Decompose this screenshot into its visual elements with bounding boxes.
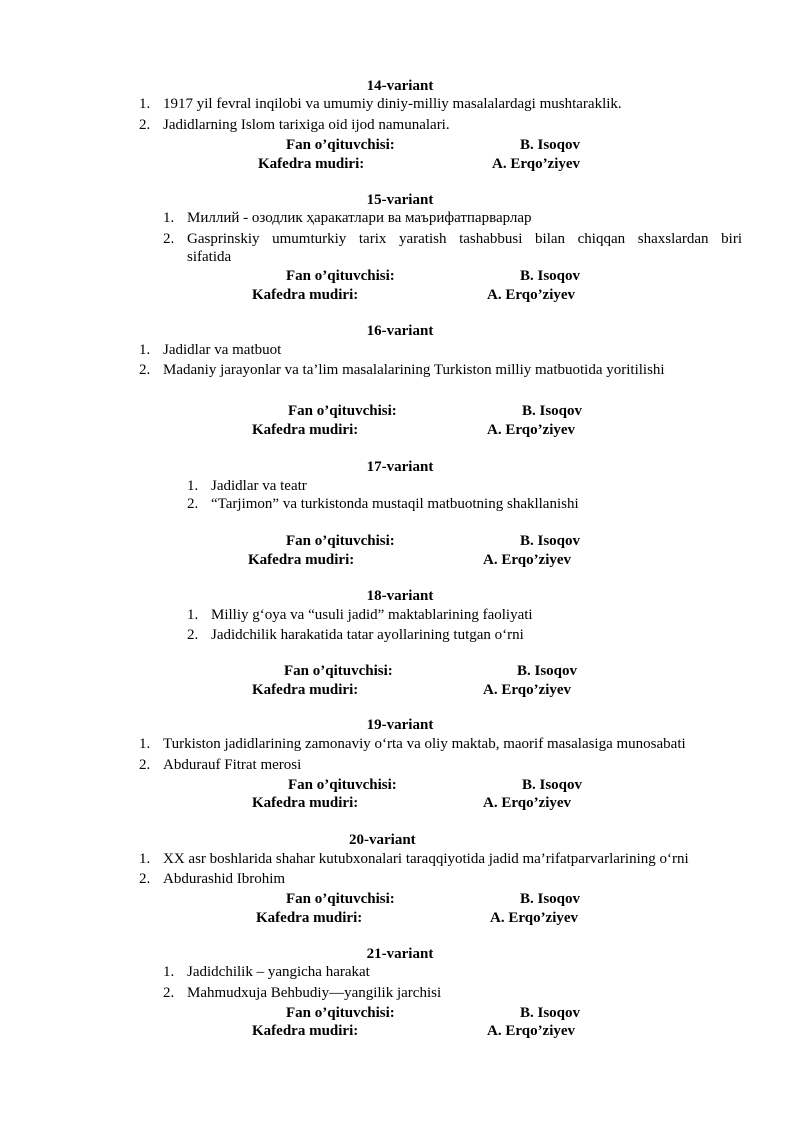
variant-21-teacher-name: B. Isoqov <box>520 1005 581 1021</box>
variant-14-teacher-name: B. Isoqov <box>520 137 581 153</box>
variant-20-item-1-number: 1. <box>139 851 151 867</box>
variant-19-teacher-label: Fan o’qituvchisi: <box>288 777 397 793</box>
variant-18-head-label: Kafedra mudiri: <box>252 682 359 698</box>
variant-18-title: 18-variant <box>366 588 434 604</box>
variant-17-teacher-name: B. Isoqov <box>520 533 581 549</box>
variant-15-item-2-number: 2. <box>163 231 175 247</box>
variant-21-head-label: Kafedra mudiri: <box>252 1023 359 1039</box>
variant-14-item-1-number: 1. <box>139 96 151 112</box>
variant-20-head-name: A. Erqo’ziyev <box>490 910 579 926</box>
variant-14-title: 14-variant <box>366 78 434 94</box>
variant-19-item-1-number: 1. <box>139 736 151 752</box>
variant-16-title: 16-variant <box>366 323 434 339</box>
variant-17-head-name: A. Erqo’ziyev <box>483 552 572 568</box>
variant-16-item-1-number: 1. <box>139 342 151 358</box>
variant-19-teacher-name: B. Isoqov <box>522 777 583 793</box>
variant-20-title: 20-variant <box>349 832 416 848</box>
variant-20-item-2-text: Abdurashid Ibrohim <box>163 871 286 887</box>
variant-15-item-2-text: Gasprinskiy umumturkiy tarix yaratish tashabbusi bilan chiqqan shaxslardan biri <box>187 231 742 247</box>
variant-16-item-2-text: Madaniy jarayonlar va ta’lim masalalarining Turkiston milliy matbuotida yoritilishi <box>163 362 665 378</box>
variant-18-item-1-number: 1. <box>187 607 199 623</box>
variant-14-head-label: Kafedra mudiri: <box>258 156 365 172</box>
variant-20-item-2-number: 2. <box>139 871 151 887</box>
variant-15-item-1-text: Миллий - озодлик ҳаракатлари ва маърифатпарварлар <box>187 210 532 226</box>
variant-16-item-1-text: Jadidlar va matbuot <box>163 342 282 358</box>
variant-15-title: 15-variant <box>366 192 434 208</box>
variant-14-item-2-number: 2. <box>139 117 151 133</box>
variant-15-head-label: Kafedra mudiri: <box>252 287 359 303</box>
variant-16-head-label: Kafedra mudiri: <box>252 422 359 438</box>
variant-19-item-1-text: Turkiston jadidlarining zamonaviy o‘rta va oliy maktab, maorif masalasiga munosabati <box>163 736 686 752</box>
variant-15-item-1-number: 1. <box>163 210 175 226</box>
variant-15-teacher-name: B. Isoqov <box>520 268 581 284</box>
variant-21-title: 21-variant <box>366 946 434 962</box>
variant-20-item-1-text: XX asr boshlarida shahar kutubxonalari taraqqiyotida jadid ma’rifatparvarlarining o‘rni <box>163 851 689 867</box>
variant-14-item-2-text: Jadidlarning Islom tarixiga oid ijod namunalari. <box>163 117 450 133</box>
variant-17-title: 17-variant <box>366 459 434 475</box>
variant-19-title: 19-variant <box>366 717 434 733</box>
variant-17-head-label: Kafedra mudiri: <box>248 552 355 568</box>
variant-19-item-2-number: 2. <box>139 757 151 773</box>
variant-17-item-1-number: 1. <box>187 478 199 494</box>
variant-14-teacher-label: Fan o’qituvchisi: <box>286 137 395 153</box>
variant-16-teacher-label: Fan o’qituvchisi: <box>288 403 397 419</box>
variant-17-item-1-text: Jadidlar va teatr <box>211 478 307 494</box>
variant-16-item-2-number: 2. <box>139 362 151 378</box>
variant-15-head-name: A. Erqo’ziyev <box>487 287 576 303</box>
variant-18-head-name: A. Erqo’ziyev <box>483 682 572 698</box>
variant-21-item-1-text: Jadidchilik – yangicha harakat <box>187 964 370 980</box>
variant-16-teacher-name: B. Isoqov <box>522 403 583 419</box>
variant-14-head-name: A. Erqo’ziyev <box>492 156 581 172</box>
variant-15-item-2-continuation: sifatida <box>187 249 232 265</box>
variant-18-teacher-label: Fan o’qituvchisi: <box>284 663 393 679</box>
variant-21-item-1-number: 1. <box>163 964 175 980</box>
variant-21-teacher-label: Fan o’qituvchisi: <box>286 1005 395 1021</box>
variant-14-item-1-text: 1917 yil fevral inqilobi va umumiy diniy-milliy masalalardagi mushtaraklik. <box>163 96 622 112</box>
variant-19-item-2-text: Abdurauf Fitrat merosi <box>163 757 302 773</box>
variant-19-head-label: Kafedra mudiri: <box>252 795 359 811</box>
variant-19-head-name: A. Erqo’ziyev <box>483 795 572 811</box>
variant-20-teacher-name: B. Isoqov <box>520 891 581 907</box>
variant-21-item-2-number: 2. <box>163 985 175 1001</box>
variant-21-item-2-text: Mahmudxuja Behbudiy—yangilik jarchisi <box>187 985 442 1001</box>
variant-16-head-name: A. Erqo’ziyev <box>487 422 576 438</box>
variant-20-teacher-label: Fan o’qituvchisi: <box>286 891 395 907</box>
variant-17-item-2-number: 2. <box>187 496 199 512</box>
variant-21-head-name: A. Erqo’ziyev <box>487 1023 576 1039</box>
variant-17-teacher-label: Fan o’qituvchisi: <box>286 533 395 549</box>
variant-18-teacher-name: B. Isoqov <box>517 663 578 679</box>
variant-18-item-1-text: Milliy g‘oya va “usuli jadid” maktablarining faoliyati <box>211 607 533 623</box>
variant-15-teacher-label: Fan o’qituvchisi: <box>286 268 395 284</box>
variant-20-head-label: Kafedra mudiri: <box>256 910 363 926</box>
variant-18-item-2-text: Jadidchilik harakatida tatar ayollarining tutgan o‘rni <box>211 627 524 643</box>
variant-18-item-2-number: 2. <box>187 627 199 643</box>
variant-17-item-2-text: “Tarjimon” va turkistonda mustaqil matbuotning shakllanishi <box>211 496 579 512</box>
